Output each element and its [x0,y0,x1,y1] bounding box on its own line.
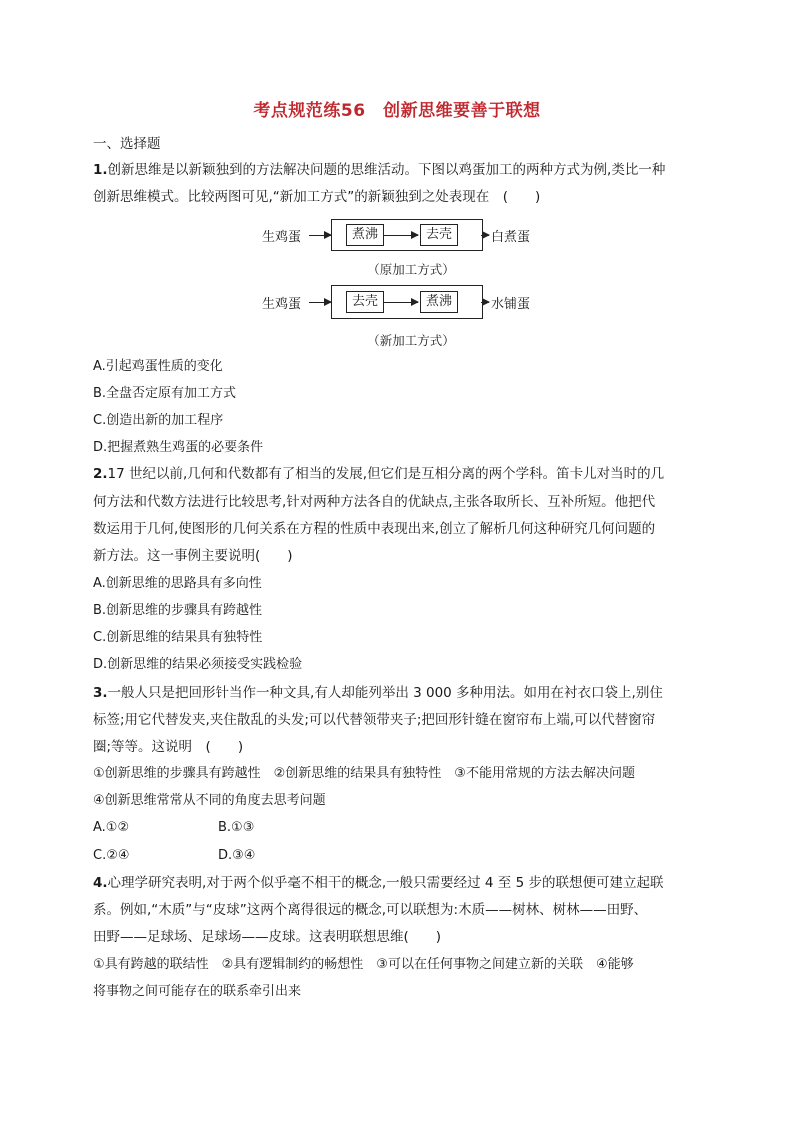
q1-option-c: C.创造出新的加工程序 [93,413,224,428]
q2-number: 2. [93,466,108,482]
q3-line-3: 圈;等等。这说明 ( ) [93,739,244,755]
q2-line-4: 新方法。这一事例主要说明( ) [93,548,293,564]
q2-line-1 [93,464,664,484]
q1-option-a: A.引起鸡蛋性质的变化 [93,359,223,374]
arrow [481,302,489,303]
step-shell: 去壳 [420,224,458,246]
q1-number: 1. [93,162,108,178]
q2-line-3: 数运用于几何,使图形的几何关系在方程的性质中表现出来,创立了解析几何这种研究几何问题的 [93,521,656,537]
q2-option-b: B.创新思维的步骤具有跨越性 [93,603,263,618]
q3-line-1 [93,683,663,703]
step-shell: 去壳 [346,291,384,313]
arrow [384,235,418,236]
q1-line-2: 创新思维模式。比较两图可见,“新加工方式”的新颖独到之处表现在 ( ) [93,189,541,205]
caption-new: （新加工方式） [367,333,455,348]
q3-statement-2: ④创新思维常常从不同的角度去思考问题 [93,793,326,808]
new-output: 水铺蛋 [491,297,531,312]
q3-option-c: C.②④ [93,848,130,863]
page-title: 考点规范练56 创新思维要善于联想 [253,101,541,121]
q4-line-3: 田野——足球场、足球场——皮球。这表明联想思维( ) [93,929,442,945]
caption-original: （原加工方式） [367,262,455,277]
arrow [309,235,331,236]
new-input: 生鸡蛋 [262,297,302,312]
q1-option-d: D.把握煮熟生鸡蛋的必要条件 [93,440,264,455]
q4-line-1 [93,873,663,893]
q3-statement-1: ①创新思维的步骤具有跨越性 ②创新思维的结果具有独特性 ③不能用常规的方法去解决问题 [93,766,635,781]
q3-option-d: D.③④ [218,848,256,863]
arrow [384,302,418,303]
q3-text-1: 一般人只是把回形针当作一种文具,有人却能列举出 3 000 多种用法。如用在衬衣口袋上,别住 [107,685,663,701]
arrow [481,235,489,236]
q2-option-a: A.创新思维的思路具有多向性 [93,576,262,591]
arrow [309,302,331,303]
q4-number: 4. [93,875,108,891]
q3-line-2: 标签;用它代替发夹,夹住散乱的头发;可以代替领带夹子;把回形针缝在窗帘布上端,可以代替窗帘 [93,712,656,728]
q1-option-b: B.全盘否定原有加工方式 [93,386,237,401]
q2-option-d: D.创新思维的结果必须接受实践检验 [93,657,303,672]
q3-option-b: B.①③ [218,820,255,835]
q4-text-1: 心理学研究表明,对于两个似乎毫不相干的概念,一般只需要经过 4 至 5 步的联想便可建立起联 [107,875,664,891]
q1-line-1 [93,160,665,180]
q2-option-c: C.创新思维的结果具有独特性 [93,630,263,645]
old-output: 白煮蛋 [491,230,531,245]
step-boil: 煮沸 [420,291,458,313]
q4-statement-2: 将事物之间可能存在的联系牵引出来 [93,984,302,999]
q2-line-2: 何方法和代数方法进行比较思考,针对两种方法各自的优缺点,主张各取所长、互补所短。他把代 [93,494,656,510]
q4-line-2: 系。例如,“木质”与“皮球”这两个离得很远的概念,可以联想为:木质——树林、树林——田野、 [93,902,648,918]
step-boil: 煮沸 [346,224,384,246]
q3-option-a: A.①② [93,820,130,835]
old-input: 生鸡蛋 [262,230,302,245]
q4-statement-1: ①具有跨越的联结性 ②具有逻辑制约的畅想性 ③可以在任何事物之间建立新的关联 ④能够 [93,957,634,972]
q2-text-1: 17 世纪以前,几何和代数都有了相当的发展,但它们是互相分离的两个学科。笛卡儿对当时的几 [107,466,665,482]
q1-text-1: 创新思维是以新颖独到的方法解决问题的思维活动。下图以鸡蛋加工的两种方式为例,类比一种 [107,162,666,178]
q3-number: 3. [93,685,108,701]
section-heading: 一、选择题 [93,136,161,152]
